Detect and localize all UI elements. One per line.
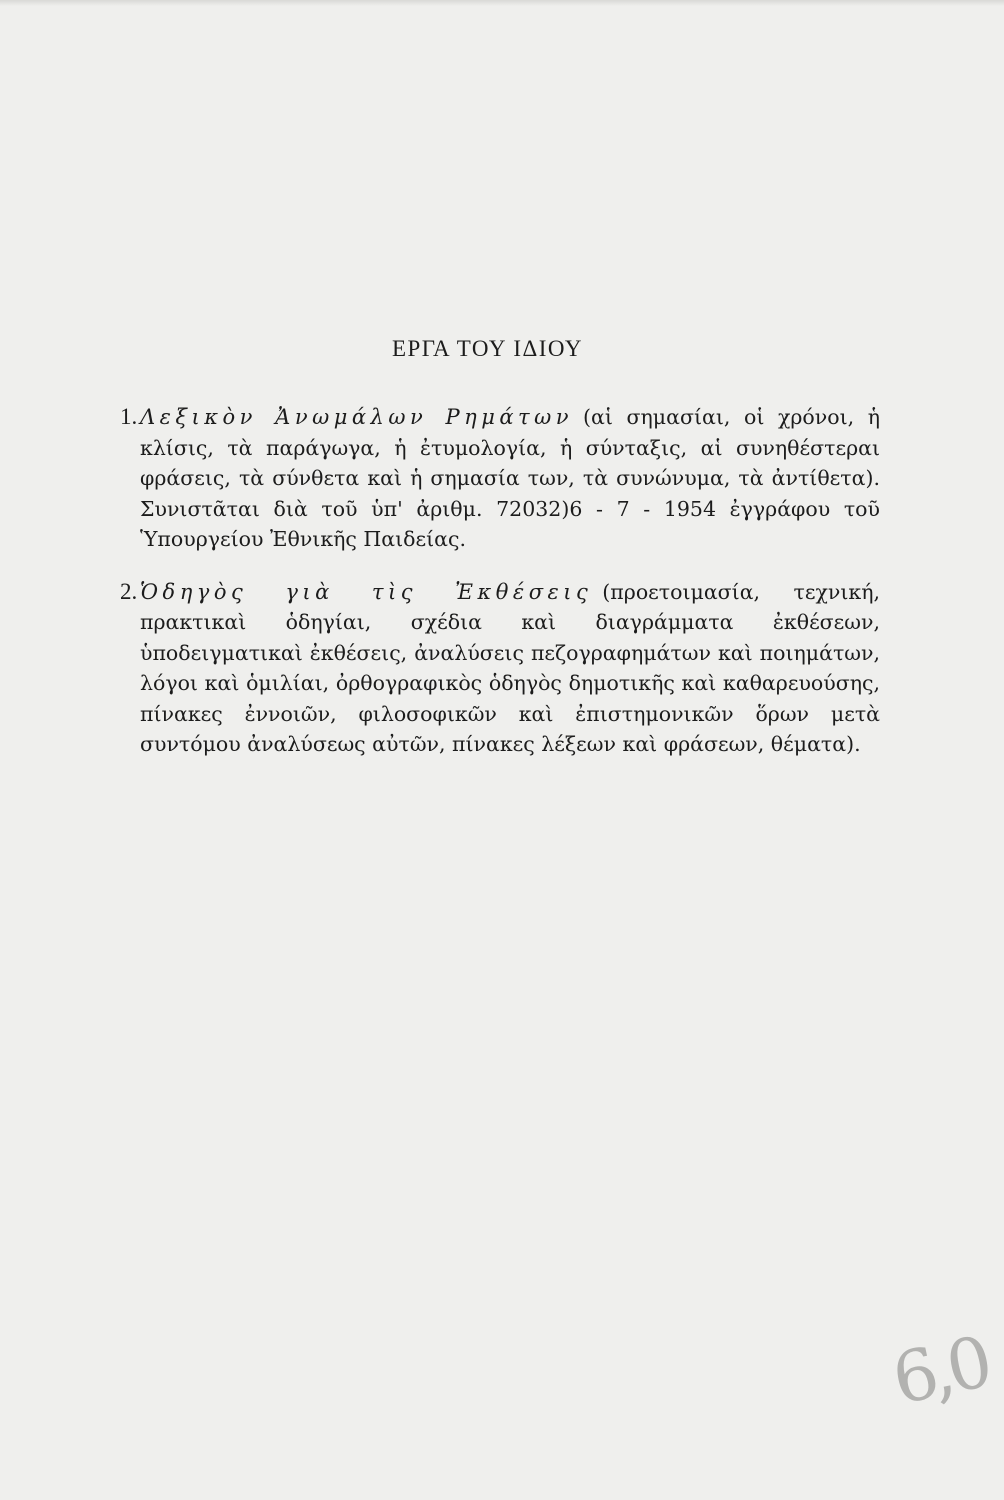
entry-number: 2. bbox=[120, 578, 138, 604]
list-item bbox=[120, 402, 880, 555]
entry-title: Ὁδηγὸς γιὰ τὶς Ἐκθέσεις bbox=[140, 579, 593, 604]
entry-body bbox=[140, 577, 880, 760]
entry-description: (προετοιμασία, τεχνική, πρακτικαὶ ὁδηγίαι, σχέδια καὶ διαγράμματα ἐκθέσεων, ὑποδειγματικαὶ ἐκθέσεις, ἀναλύσεις πεζογραφημάτων καὶ ποιημάτων, λόγοι καὶ ὁμιλίαι, ὀρθογραφικὸς ὁδηγὸς δημοτικῆς καὶ καθαρευούσης, πίνακες ἐννοιῶν, φιλοσοφικῶν καὶ ἐπιστημονικῶν ὅρων μετὰ συντόμου ἀναλύσεως αὐτῶν, πίνακες λέξεων καὶ φράσεων, θέματα). bbox=[140, 579, 880, 756]
scan-edge bbox=[0, 0, 1004, 6]
handwritten-note: 6,0 bbox=[885, 1321, 994, 1421]
entry-number: 1. bbox=[120, 404, 138, 429]
list-item bbox=[120, 577, 880, 760]
works-list bbox=[120, 402, 880, 782]
entry-title: Λεξικὸν Ἀνωμάλων Ρημάτων bbox=[140, 405, 574, 429]
entry-description: (αἱ σημασίαι, οἱ χρόνοι, ἡ κλίσις, τὰ παράγωγα, ἡ ἐτυμολογία, ἡ σύνταξις, αἱ συνηθέστεραι φράσεις, τὰ σύνθετα καὶ ἡ σημασία των, τὰ συνώνυμα, τὰ ἀντίθετα). Συνιστᾶται διὰ τοῦ ὑπ' ἀριθμ. 72032)6 - 7 - 1954 ἐγγράφου τοῦ Ὑπουργείου Ἐθνικῆς Παιδείας. bbox=[140, 405, 880, 551]
entry-body bbox=[140, 402, 880, 555]
page-heading: ΕΡΓΑ ΤΟΥ ΙΔΙΟΥ bbox=[391, 336, 584, 361]
